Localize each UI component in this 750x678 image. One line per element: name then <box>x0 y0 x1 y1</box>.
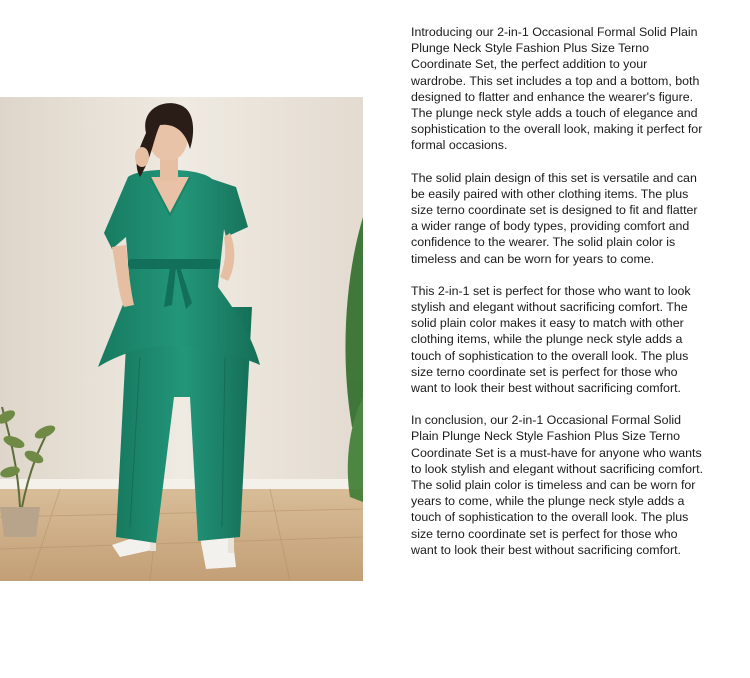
product-description <box>411 24 703 574</box>
description-paragraph-2: The solid plain design of this set is versatile and can be easily paired with other clothing items. The plus size terno coordinate set is designed to fit and flatter a wider range of body types, providing comfort and confidence to the wearer. The solid plain color is timeless and can be worn for years to come. <box>411 170 698 266</box>
description-paragraph-1: Introducing our 2-in-1 Occasional Formal Solid Plain Plunge Neck Style Fashion Plus Size Terno Coordinate Set, the perfect addition to your wardrobe. This set includes a top and a bottom, both designed to flatter and enhance the wearer's figure. The plunge neck style adds a touch of elegance and sophistication to the overall look, making it perfect for formal occasions. <box>411 25 703 153</box>
product-photo-illustration <box>0 97 363 581</box>
product-photo <box>0 97 363 581</box>
description-paragraph-3: This 2-in-1 set is perfect for those who want to look stylish and elegant without sacrificing comfort. The solid plain color makes it easy to match with other clothing items, while the plunge neck style adds a touch of sophistication to the overall look. The plus size terno coordinate set is perfect for those who want to look their best without sacrificing comfort. <box>411 283 691 396</box>
description-paragraph-4: In conclusion, our 2-in-1 Occasional Formal Solid Plain Plunge Neck Style Fashion Plus Size Terno Coordinate Set is a must-have for anyone who wants to look stylish and elegant without sacrificing comfort. The solid plain color is timeless and can be worn for years to come, while the plunge neck style adds a touch of sophistication to the overall look. The plus size terno coordinate set is perfect for those who want to look their best without sacrificing comfort. <box>411 413 704 557</box>
